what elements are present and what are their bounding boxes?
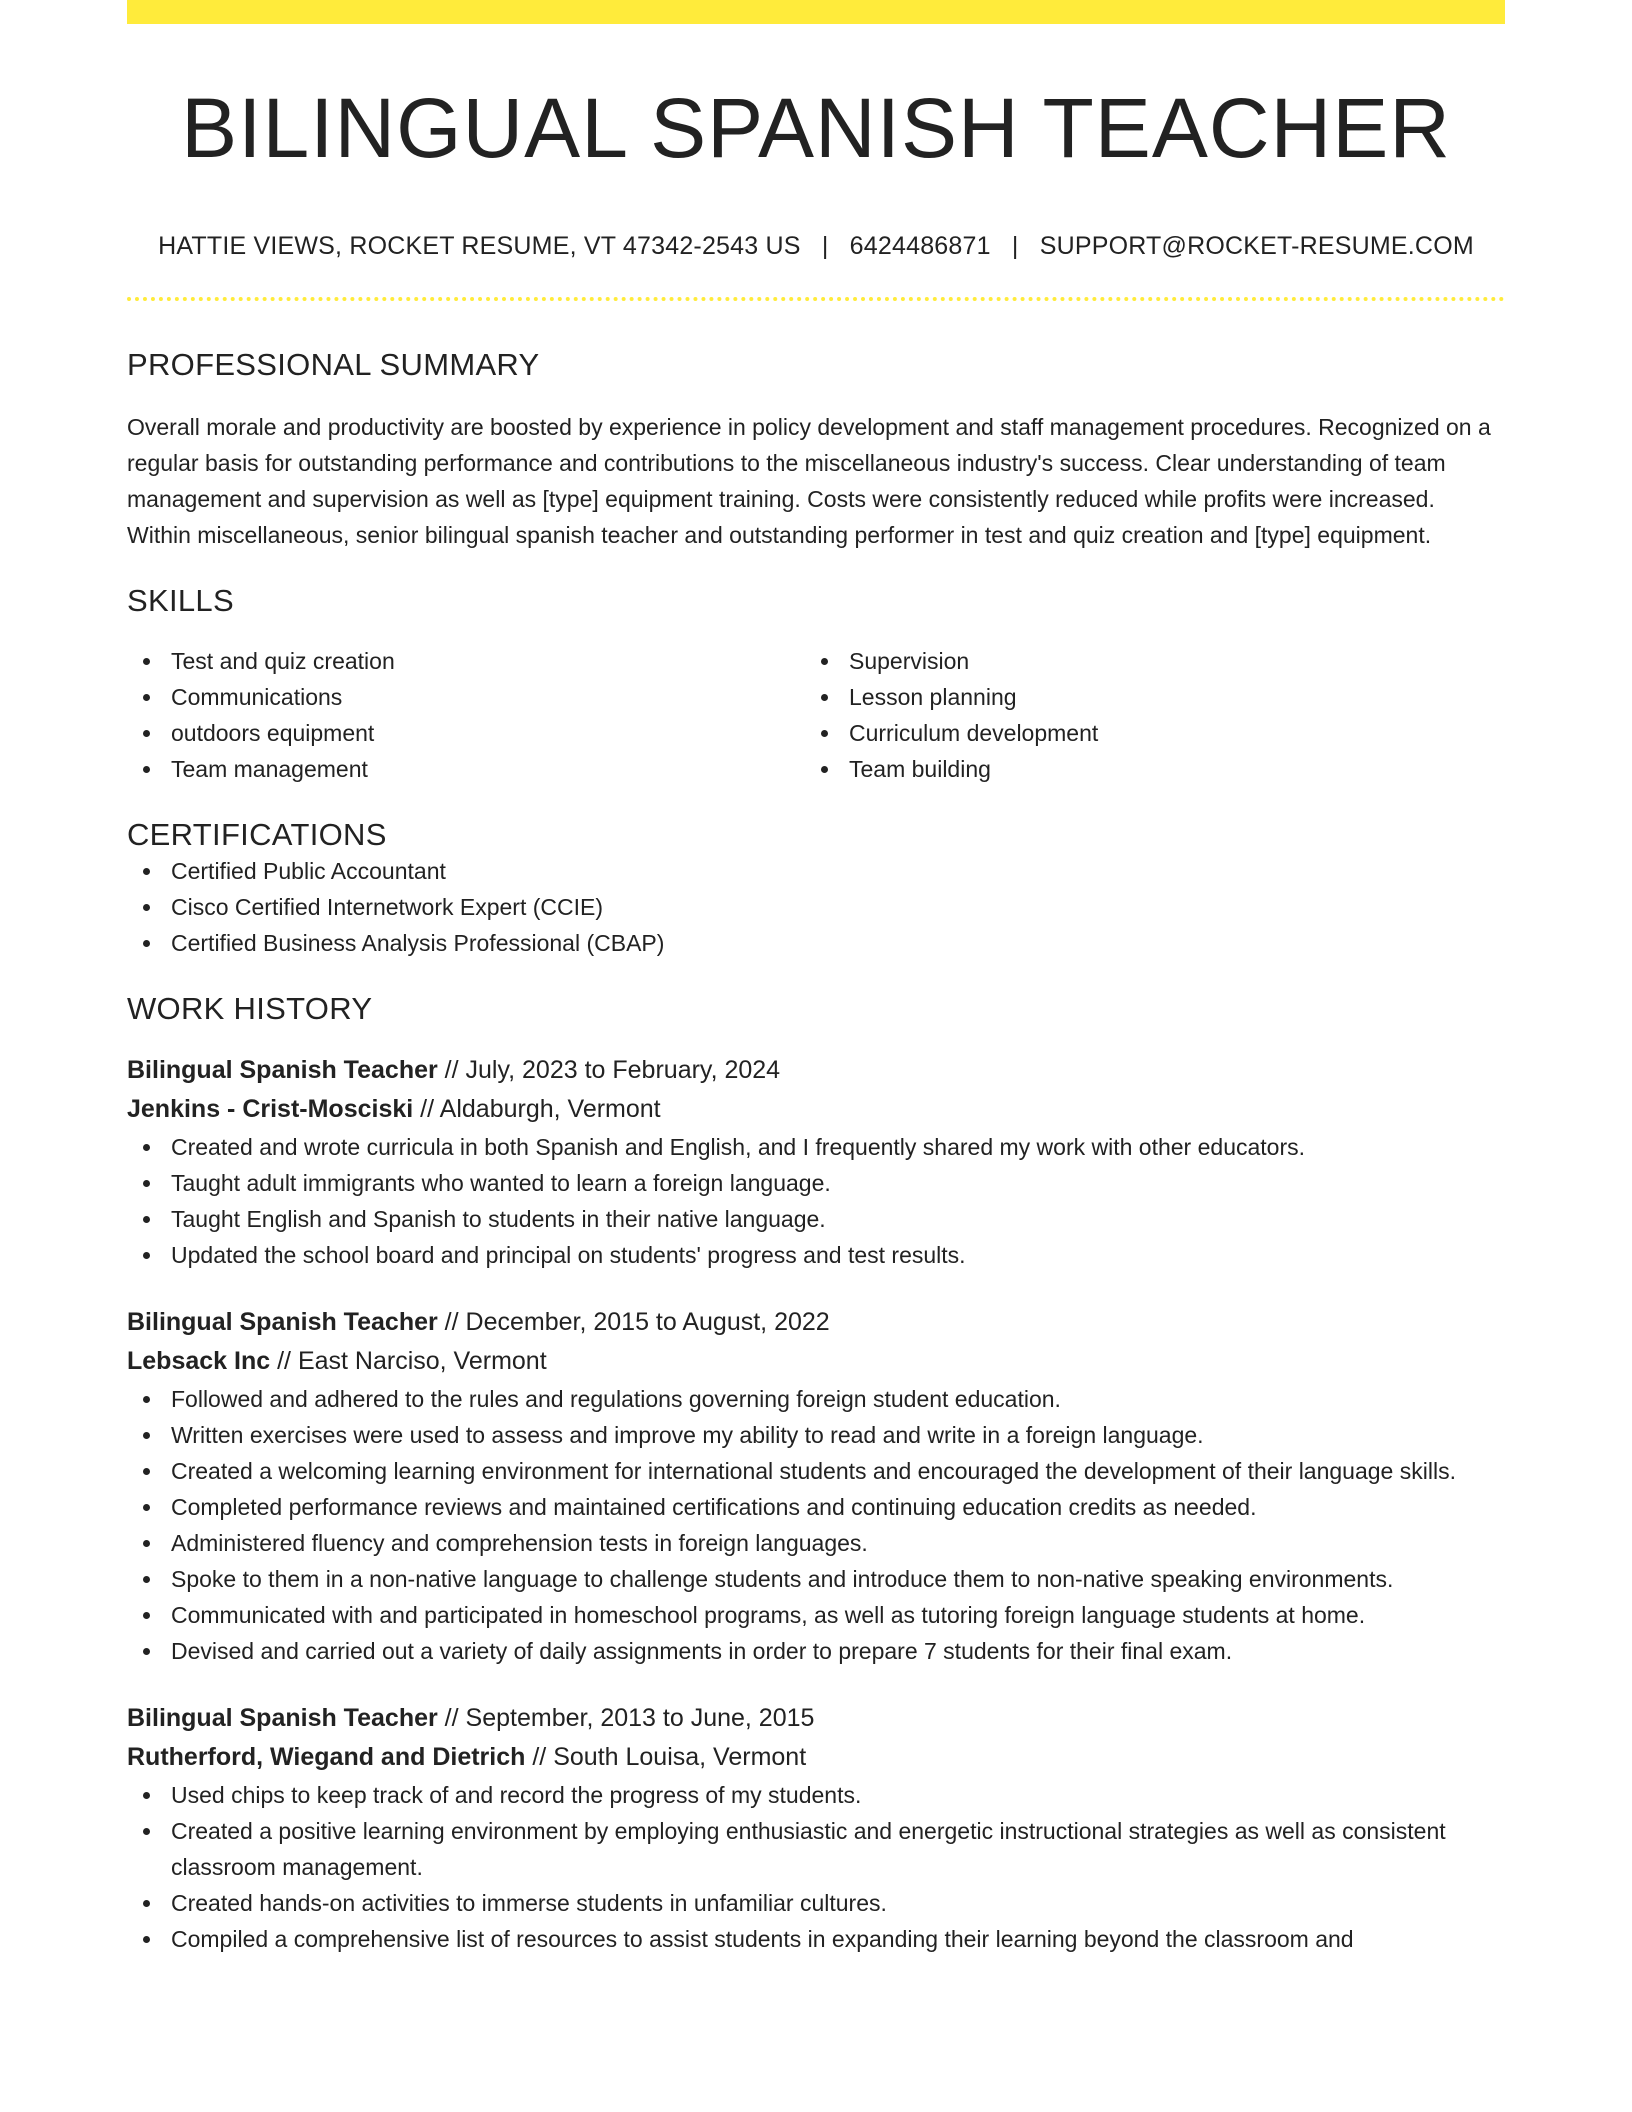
skills-heading: SKILLS bbox=[127, 583, 234, 619]
certifications-list bbox=[127, 853, 1505, 961]
skill-item: Supervision bbox=[805, 643, 1483, 679]
job-bullet: Taught adult immigrants who wanted to learn a foreign language. bbox=[127, 1165, 1505, 1201]
contact-phone: 6424486871 bbox=[849, 232, 991, 261]
job-bullet: Spoke to them in a non-native language to challenge students and introduce them to non-native speaking environments. bbox=[127, 1561, 1505, 1597]
resume-title: BILINGUAL SPANISH TEACHER bbox=[181, 81, 1451, 175]
job-dates: December, 2015 to August, 2022 bbox=[465, 1308, 830, 1337]
accent-top-bar bbox=[127, 0, 1505, 24]
job-location: South Louisa, Vermont bbox=[553, 1743, 807, 1772]
dotted-divider bbox=[127, 297, 1505, 301]
job-bullet: Created hands-on activities to immerse students in unfamiliar cultures. bbox=[127, 1885, 1505, 1921]
job-bullet: Written exercises were used to assess and improve my ability to read and write in a foreign language. bbox=[127, 1417, 1505, 1453]
job-bullet: Devised and carried out a variety of daily assignments in order to prepare 7 students for their final exam. bbox=[127, 1633, 1505, 1669]
work-history-heading: WORK HISTORY bbox=[127, 991, 373, 1027]
skill-item: Lesson planning bbox=[805, 679, 1483, 715]
job-bullet: Created a positive learning environment by employing enthusiastic and energetic instructional strategies as well as consistent classroom management. bbox=[127, 1813, 1505, 1885]
job-company: Lebsack Inc bbox=[127, 1347, 271, 1376]
resume-page bbox=[127, 0, 1505, 1957]
job-separator: // bbox=[420, 1095, 435, 1124]
job-separator: // bbox=[532, 1743, 547, 1772]
skills-column-right bbox=[805, 643, 1483, 787]
job-entry bbox=[127, 1051, 1505, 1273]
job-entry bbox=[127, 1303, 1505, 1669]
job-company: Rutherford, Wiegand and Dietrich bbox=[127, 1743, 526, 1772]
contact-separator: | bbox=[821, 232, 829, 261]
skill-item: Test and quiz creation bbox=[127, 643, 805, 679]
job-location: Aldaburgh, Vermont bbox=[439, 1095, 661, 1124]
job-bullet: Created a welcoming learning environment for international students and encouraged the development of their language skills. bbox=[127, 1453, 1505, 1489]
job-bullet: Created and wrote curricula in both Spanish and English, and I frequently shared my work with other educators. bbox=[127, 1129, 1505, 1165]
job-bullets bbox=[127, 1129, 1505, 1273]
job-separator: // bbox=[277, 1347, 291, 1376]
job-separator: // bbox=[444, 1056, 459, 1085]
skill-item: outdoors equipment bbox=[127, 715, 805, 751]
skill-item: Team management bbox=[127, 751, 805, 787]
job-company-line bbox=[127, 1738, 1505, 1777]
certification-item: Cisco Certified Internetwork Expert (CCIE) bbox=[127, 889, 1505, 925]
job-bullet: Taught English and Spanish to students in their native language. bbox=[127, 1201, 1505, 1237]
skill-item: Team building bbox=[805, 751, 1483, 787]
job-bullet: Compiled a comprehensive list of resources to assist students in expanding their learning beyond the classroom and bbox=[127, 1921, 1505, 1957]
job-bullet: Followed and adhered to the rules and regulations governing foreign student education. bbox=[127, 1381, 1505, 1417]
contact-separator: | bbox=[1011, 232, 1019, 261]
certification-item: Certified Public Accountant bbox=[127, 853, 1505, 889]
job-dates: September, 2013 to June, 2015 bbox=[465, 1704, 815, 1733]
job-title: Bilingual Spanish Teacher bbox=[127, 1056, 438, 1085]
job-company-line bbox=[127, 1090, 1505, 1129]
job-bullet: Used chips to keep track of and record the progress of my students. bbox=[127, 1777, 1505, 1813]
skill-item: Communications bbox=[127, 679, 805, 715]
job-entry bbox=[127, 1699, 1505, 1957]
job-title: Bilingual Spanish Teacher bbox=[127, 1704, 438, 1733]
skills-column-left bbox=[127, 643, 805, 787]
summary-heading: PROFESSIONAL SUMMARY bbox=[127, 347, 540, 383]
skill-item: Curriculum development bbox=[805, 715, 1483, 751]
skills-list bbox=[127, 643, 1505, 787]
summary-text: Overall morale and productivity are boosted by experience in policy development and staff management procedures. Recognized on a regular basis for outstanding performance and contributions to the miscellaneous industry's success. Clear understanding of team management and supervision as well as [type] equipment training. Costs were consistently reduced while profits were increased. Within miscellaneous, senior bilingual spanish teacher and outstanding performer in test and quiz creation and [type] equipment. bbox=[127, 414, 1491, 549]
job-dates: July, 2023 to February, 2024 bbox=[465, 1056, 781, 1085]
certifications-heading: CERTIFICATIONS bbox=[127, 817, 387, 853]
job-company: Jenkins - Crist-Mosciski bbox=[127, 1095, 414, 1124]
contact-email[interactable]: SUPPORT@ROCKET-RESUME.COM bbox=[1039, 232, 1474, 261]
job-bullet: Administered fluency and comprehension tests in foreign languages. bbox=[127, 1525, 1505, 1561]
job-bullet: Updated the school board and principal on students' progress and test results. bbox=[127, 1237, 1505, 1273]
job-bullets bbox=[127, 1777, 1505, 1957]
contact-line bbox=[127, 232, 1505, 261]
job-separator: // bbox=[444, 1704, 459, 1733]
job-bullets bbox=[127, 1381, 1505, 1669]
job-company-line bbox=[127, 1342, 1505, 1381]
job-title-line bbox=[127, 1051, 1505, 1090]
job-separator: // bbox=[444, 1308, 459, 1337]
job-title-line bbox=[127, 1303, 1505, 1342]
job-location: East Narciso, Vermont bbox=[297, 1347, 547, 1376]
job-title-line bbox=[127, 1699, 1505, 1738]
job-bullet: Completed performance reviews and maintained certifications and continuing education credits as needed. bbox=[127, 1489, 1505, 1525]
certification-item: Certified Business Analysis Professional (CBAP) bbox=[127, 925, 1505, 961]
job-title: Bilingual Spanish Teacher bbox=[127, 1308, 438, 1337]
job-bullet: Communicated with and participated in homeschool programs, as well as tutoring foreign language students at home. bbox=[127, 1597, 1505, 1633]
contact-address: HATTIE VIEWS, ROCKET RESUME, VT 47342-2543 US bbox=[158, 232, 801, 261]
